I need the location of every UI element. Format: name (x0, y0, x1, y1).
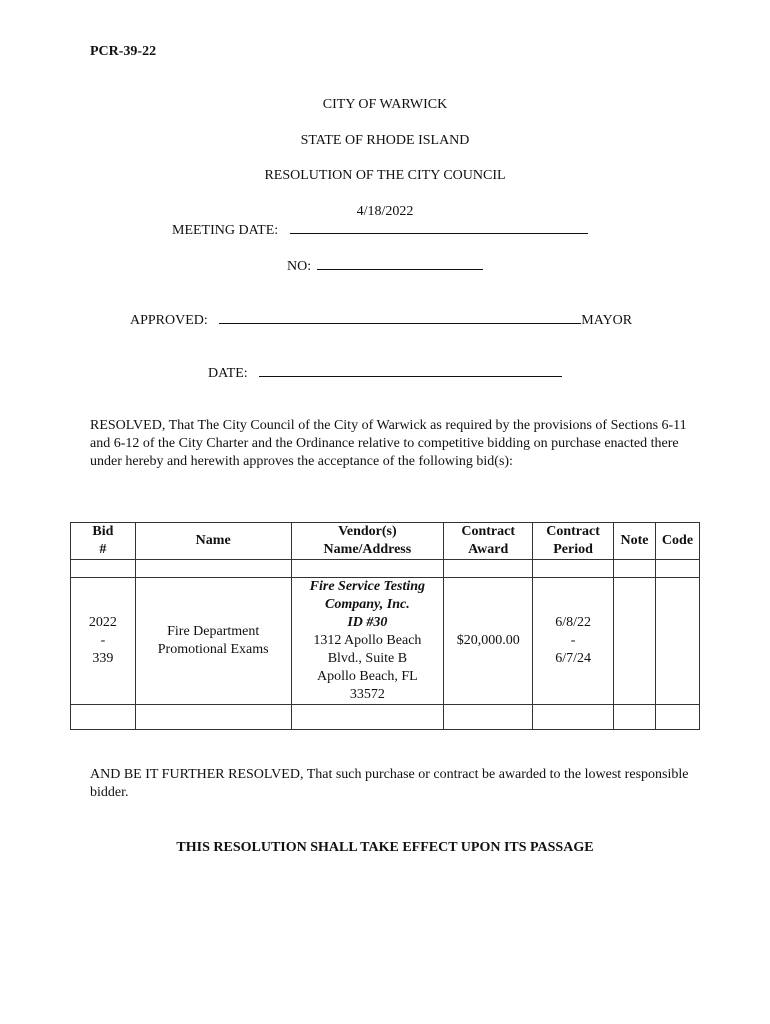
number-line (317, 257, 483, 270)
header-period: Contract Period (533, 523, 614, 560)
header-award: Contract Award (444, 523, 533, 560)
city-heading: CITY OF WARWICK (322, 97, 448, 112)
header-name: Name (135, 523, 291, 560)
cell-code (655, 578, 699, 705)
meeting-date-line (290, 221, 588, 234)
header-code: Code (655, 523, 699, 560)
resolved-paragraph: RESOLVED, That The City Council of the City of Warwick as required by the provisions of Sections 6-11 and 6-12 of the City Charter and the Ordinance relative to competitive bidding on purchase enacted there under hereby and herewith approves the acceptance of the following bid(s): (90, 418, 687, 469)
approval-date-line (259, 364, 562, 377)
further-resolved-paragraph: AND BE IT FURTHER RESOLVED, That such purchase or contract be awarded to the lowest responsible bidder. (90, 767, 689, 800)
table-row (71, 578, 700, 705)
bid-table (70, 522, 700, 730)
cell-period: 6/8/22 - 6/7/24 (533, 578, 614, 705)
effect-statement: THIS RESOLUTION SHALL TAKE EFFECT UPON ITS PASSAGE (176, 840, 594, 855)
table-header-row (71, 523, 700, 560)
resolution-title: RESOLUTION OF THE CITY COUNCIL (264, 168, 506, 183)
state-heading: STATE OF RHODE ISLAND (300, 133, 470, 148)
header-vendor: Vendor(s) Name/Address (291, 523, 444, 560)
approval-date-label: DATE: (208, 366, 248, 381)
cell-bid-number: 2022 - 339 (71, 578, 136, 705)
mayor-label: MAYOR (581, 313, 633, 328)
cell-name: Fire Department Promotional Exams (135, 578, 291, 705)
meeting-date-value: 4/18/2022 (356, 204, 414, 219)
number-label: NO: (287, 259, 312, 274)
number-row (287, 257, 483, 275)
approval-date-row (208, 364, 562, 382)
cell-vendor: Fire Service Testing Company, Inc. ID #30 1312 Apollo Beach Blvd., Suite B Apollo Beach, FL 33572 (291, 578, 444, 705)
header-bid: Bid # (71, 523, 136, 560)
header-note: Note (614, 523, 656, 560)
document-code: PCR-39-22 (90, 44, 157, 59)
approved-label: APPROVED: (130, 313, 208, 328)
approved-signature-line (219, 311, 581, 324)
meeting-date-row (172, 221, 588, 239)
table-empty-row (71, 705, 700, 730)
meeting-date-label: MEETING DATE: (172, 223, 279, 238)
cell-award: $20,000.00 (444, 578, 533, 705)
table-spacer-row (71, 560, 700, 578)
approved-row (130, 311, 632, 329)
cell-note (614, 578, 656, 705)
